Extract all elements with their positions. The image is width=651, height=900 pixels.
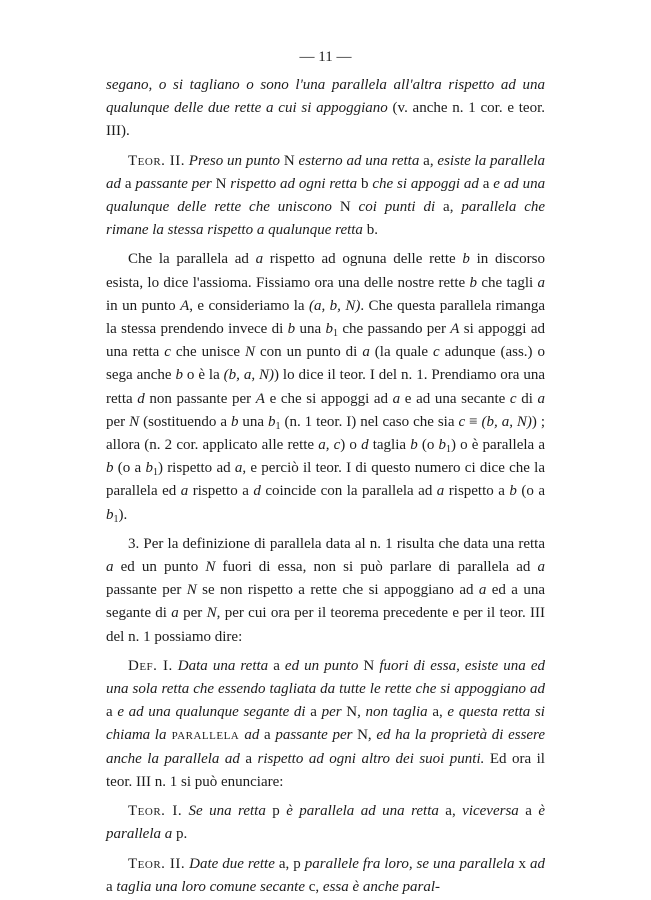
text-span: A — [255, 390, 265, 407]
text-span: passante per — [106, 582, 187, 599]
text-span: p. — [172, 826, 188, 843]
text-span: è parallela a — [106, 803, 545, 843]
text-span: esiste la parallela ad — [106, 152, 546, 192]
text-span: N, — [341, 704, 366, 721]
text-span: b — [410, 437, 418, 454]
text-span: a — [362, 344, 370, 361]
text-span: b — [230, 413, 239, 430]
text-span: di — [516, 390, 538, 407]
text-span: N — [244, 344, 255, 361]
text-span: fuori di essa, esiste una ed una sola retta che essendo tagliata da tutte le rette che si appoggiano ad — [106, 657, 545, 698]
text-span: N — [206, 605, 217, 622]
text-span: c — [164, 344, 171, 361]
text-span: a — [171, 605, 179, 622]
text-span: c — [458, 413, 466, 430]
text-span: a — [518, 803, 539, 820]
text-span: b — [106, 506, 114, 523]
text-span: a — [436, 483, 445, 500]
text-span: non taglia — [365, 704, 428, 721]
text-span: 1 — [445, 444, 451, 456]
text-span: (o a — [113, 460, 146, 477]
text-span: o è la — [182, 367, 224, 384]
text-span: a — [180, 483, 189, 500]
text-span: A — [450, 321, 460, 338]
text-span: per — [178, 605, 207, 622]
theorem-i-statement — [106, 800, 545, 846]
definition-i — [106, 655, 545, 794]
text-span: parallela — [166, 727, 245, 744]
text-span: ≡ — [465, 413, 482, 430]
text-span: p — [265, 803, 287, 820]
text-span: che passando per — [337, 321, 451, 338]
text-span: a — [106, 559, 114, 576]
theorem-label: Teor. II. — [128, 855, 186, 872]
text-span: N, — [352, 727, 377, 744]
text-span: a — [478, 582, 487, 599]
text-span: in un punto — [106, 297, 181, 314]
text-span: che si appoggi ad — [372, 175, 479, 192]
text-span: Ed ora il teor. III n. 1 si può enunciare: — [106, 750, 545, 790]
text-span: esterno ad una retta — [298, 152, 420, 169]
text-span: 1 — [275, 420, 281, 432]
text-span: a — [239, 750, 258, 767]
proof-paragraph — [106, 248, 545, 526]
definition-label: Def. I. — [128, 657, 173, 674]
text-span: 1 — [113, 513, 119, 525]
text-span: a — [106, 704, 118, 721]
text-span: N — [215, 175, 227, 192]
body-text — [106, 74, 545, 899]
text-span: , per cui ora per il teorema precedente e per il teor. III del n. 1 possiamo dire: — [106, 605, 546, 645]
text-span: a — [124, 175, 132, 192]
text-span: a — [537, 390, 546, 407]
text-span: b. — [366, 222, 378, 239]
text-span: passante per — [135, 175, 212, 192]
text-span: b — [469, 274, 477, 291]
text-span: a — [106, 878, 117, 895]
text-span: d — [253, 483, 261, 500]
text-span: N — [205, 559, 216, 576]
text-span: che unisce — [170, 344, 245, 361]
text-span: fuori di essa, non si può parlare di parallela ad — [215, 559, 538, 576]
text-span: una — [295, 321, 326, 338]
text-span: b — [438, 437, 446, 454]
text-span: 1 — [152, 467, 158, 479]
text-span: N — [186, 582, 197, 599]
text-span: 1 — [332, 328, 338, 340]
text-span: e ad una secante — [400, 390, 510, 407]
text-span: coi punti di — [358, 199, 436, 216]
text-span: a — [537, 274, 545, 291]
theorem-label: Teor. I. — [128, 803, 183, 820]
text-span: d — [361, 437, 369, 454]
text-span: a, — [443, 199, 454, 216]
text-span: e questa retta si chiama la — [106, 704, 545, 744]
text-span: b — [462, 251, 470, 268]
text-span: Che la parallela ad — [128, 251, 256, 268]
text-span: Data una retta — [172, 657, 269, 674]
text-span: rispetto ad ogni retta — [230, 175, 358, 192]
text-span: a — [537, 559, 545, 576]
text-span: a — [234, 460, 243, 477]
text-span: . Che questa parallela rimanga la stessa prendendo invece di — [106, 297, 546, 338]
text-span: A — [180, 297, 190, 314]
paragraph-continuation — [106, 74, 545, 144]
text-span: passante per — [275, 727, 353, 744]
text-span: b — [287, 321, 296, 338]
text-span: ad — [530, 855, 546, 872]
text-span: si appoggi ad una retta — [106, 321, 545, 361]
theorem-ii-statement — [106, 150, 545, 243]
text-span: coincide con la parallela ad — [260, 483, 437, 500]
text-span: taglia una loro comune secante — [116, 878, 305, 895]
section-3-paragraph — [106, 533, 545, 649]
text-span: rispetto ad ogni altro dei suoi punti. — [257, 750, 485, 767]
text-span: che tagli — [477, 274, 538, 291]
text-span: a, — [438, 803, 463, 820]
text-span: a — [259, 727, 276, 744]
text-span: se non rispetto a rette che si appoggiano ad — [196, 582, 479, 599]
text-span: e ad una qualunque delle rette che uniscono — [106, 175, 546, 216]
text-span: , e consideriamo la — [189, 297, 309, 314]
theorem-label: Teor. II. — [128, 152, 185, 169]
text-span: b — [509, 483, 517, 500]
text-span: b — [106, 460, 114, 477]
text-span: Date due rette — [185, 855, 275, 872]
text-span: (b, a, N) — [223, 367, 275, 384]
text-span: c, — [305, 878, 323, 895]
text-span: a, — [423, 152, 434, 169]
text-span: b — [268, 413, 276, 430]
text-span: a — [305, 704, 322, 721]
text-span: N — [339, 199, 351, 216]
text-span: Se una retta — [182, 803, 266, 820]
text-span: e ad una qualunque segante di — [117, 704, 306, 721]
text-span: a — [268, 657, 285, 674]
text-span: , e perciò il teor. I di questo numero ci dice che la parallela ed — [106, 460, 546, 500]
text-span: rispetto ad ognuna delle rette — [263, 251, 463, 268]
text-span: x — [514, 855, 531, 872]
text-span: (sostituendo a — [139, 413, 231, 430]
page-number: — 11 — — [299, 49, 352, 65]
text-span: e che si appoggi ad — [264, 390, 393, 407]
text-span: b — [145, 460, 153, 477]
text-span: a — [255, 251, 264, 268]
text-span: con un punto di — [254, 344, 363, 361]
theorem-ii-second-statement — [106, 853, 545, 899]
text-span: N — [358, 657, 380, 674]
text-span: a — [482, 175, 490, 192]
text-span: ed un punto — [284, 657, 359, 674]
text-span: essa è anche paral- — [322, 878, 440, 895]
text-span: per — [321, 704, 342, 721]
text-span: ) o è parallela a — [450, 437, 545, 454]
text-span: ad — [244, 727, 260, 744]
text-span: (n. 1 teor. I) nel caso che sia — [280, 413, 459, 430]
text-span: N — [129, 413, 140, 430]
text-span: ed a una segante di — [106, 582, 546, 622]
text-span: a, c — [318, 437, 341, 454]
text-span: parallele fra loro, se una parallela — [304, 855, 515, 872]
text-span: è parallela ad una retta — [286, 803, 439, 820]
text-span: ). — [118, 506, 128, 523]
text-span: (o a — [516, 483, 546, 500]
text-span: 3. Per la definizione di parallela data al n. 1 risulta che data una retta — [128, 535, 545, 552]
text-span: taglia — [368, 437, 411, 454]
text-span: una — [238, 413, 269, 430]
text-span: (la quale — [369, 344, 434, 361]
text-span: b — [325, 321, 333, 338]
text-span: per — [106, 413, 130, 430]
text-span: a — [392, 390, 401, 407]
text-span: in discorso esista, lo dice l'assioma. Fissiamo ora una delle nostre rette — [106, 251, 545, 291]
text-span: (o — [417, 437, 439, 454]
text-span: non passante per — [144, 390, 256, 407]
text-span: N — [283, 152, 295, 169]
text-span: ) o — [340, 437, 362, 454]
text-span: ) ; allora (n. 2 cor. applicato alle rette — [106, 413, 545, 454]
text-span: c — [433, 344, 440, 361]
text-span: Preso un punto — [188, 152, 281, 169]
text-span: a, — [427, 704, 448, 721]
text-span: parallela che rimane la stessa rispetto a qualunque retta — [106, 199, 546, 239]
text-span: (b, a, N) — [481, 413, 532, 430]
text-span: d — [137, 390, 145, 407]
text-span: rispetto a — [444, 483, 510, 500]
text-span: a, p — [274, 855, 305, 872]
text-span: b — [175, 367, 183, 384]
text-span: ed un punto — [113, 559, 206, 576]
text-span: ) lo dice il teor. I del n. 1. Prendiamo ora una retta — [106, 367, 546, 407]
text-span: ed ha la proprietà di essere anche la parallela ad — [106, 727, 545, 767]
text-span: ) rispetto ad — [157, 460, 235, 477]
text-span: adunque (ass.) o sega anche — [106, 344, 546, 384]
text-span: (v. anche n. 1 cor. e teor. III). — [106, 100, 545, 140]
text-span: c — [509, 390, 517, 407]
text-span: b — [360, 175, 369, 192]
text-span: (a, b, N) — [308, 297, 361, 314]
text-span: rispetto a — [188, 483, 254, 500]
text-span: segano, o si tagliano o sono l'una parallela all'altra rispetto ad una qualunque delle due rette a cui si appoggiano — [106, 77, 545, 117]
text-span: viceversa — [462, 803, 519, 820]
